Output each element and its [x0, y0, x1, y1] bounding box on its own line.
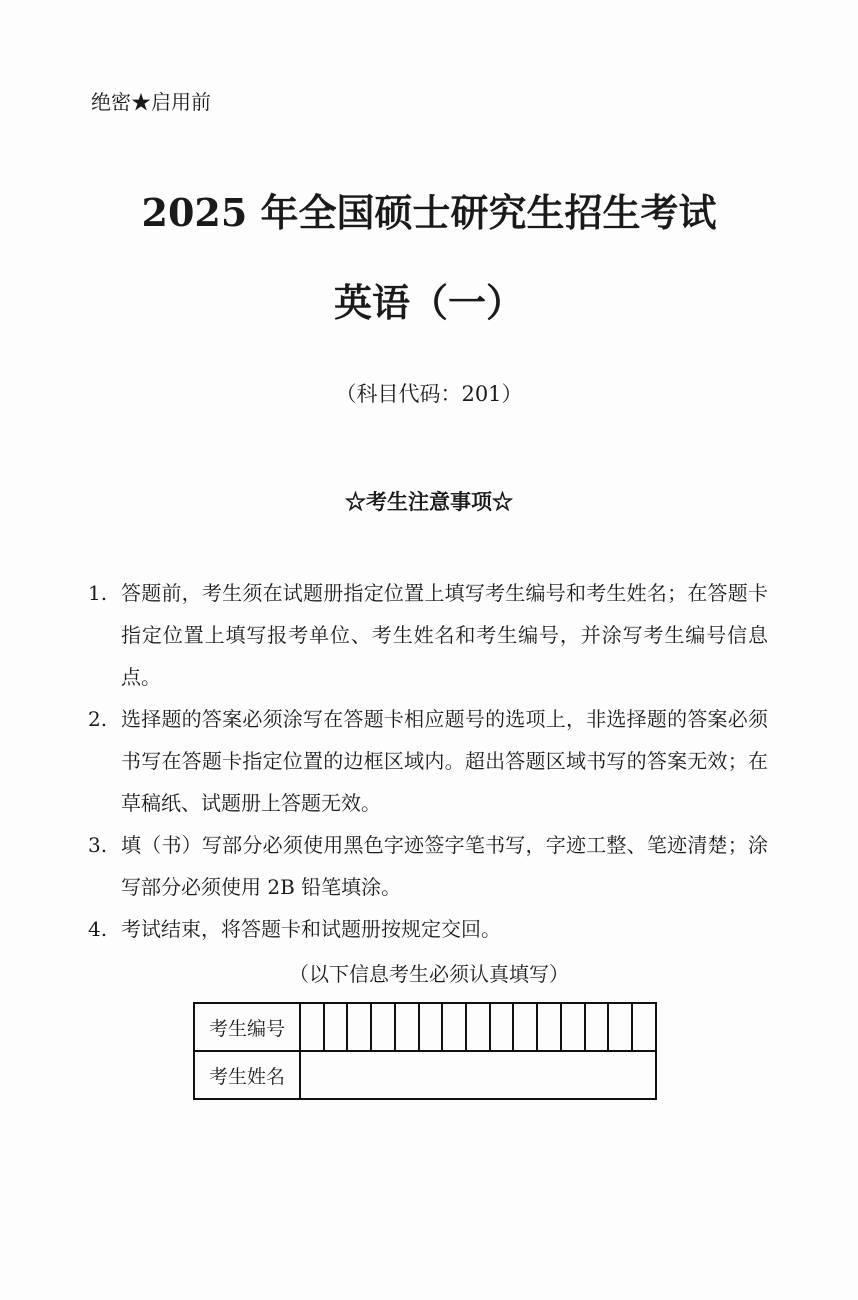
- candidate-id-box[interactable]: [585, 1003, 609, 1051]
- candidate-id-box[interactable]: [537, 1003, 561, 1051]
- candidate-id-box[interactable]: [300, 1003, 324, 1051]
- candidate-name-label: 考生姓名: [194, 1051, 300, 1099]
- instruction-item: [88, 698, 768, 824]
- fill-in-note: （以下信息考生必须认真填写）: [289, 962, 569, 986]
- candidate-id-box[interactable]: [513, 1003, 537, 1051]
- instruction-number: 4.: [88, 917, 108, 941]
- candidate-id-box[interactable]: [608, 1003, 632, 1051]
- candidate-id-row: [194, 1003, 656, 1051]
- instruction-number: 3.: [88, 833, 108, 857]
- notice-heading: ☆考生注意事项☆: [345, 489, 513, 514]
- subject-code: （科目代码：201）: [335, 382, 523, 406]
- candidate-name-field[interactable]: [300, 1051, 656, 1099]
- instruction-item: [88, 908, 768, 950]
- classification-mark: 绝密★启用前: [91, 90, 211, 114]
- candidate-id-box[interactable]: [324, 1003, 348, 1051]
- instruction-text: 填（书）写部分必须使用黑色字迹签字笔书写，字迹工整、笔迹清楚；涂写部分必须使用 2B 铅笔填涂。: [121, 833, 768, 899]
- instruction-item: [88, 824, 768, 908]
- candidate-id-box[interactable]: [561, 1003, 585, 1051]
- candidate-info-table: [193, 1002, 657, 1100]
- instruction-number: 2.: [88, 707, 108, 731]
- candidate-id-box[interactable]: [466, 1003, 490, 1051]
- instruction-text: 答题前，考生须在试题册指定位置上填写考生编号和考生姓名；在答题卡指定位置上填写报考单位、考生姓名和考生编号，并涂写考生编号信息点。: [121, 581, 768, 689]
- instruction-item: [88, 572, 768, 698]
- candidate-id-box[interactable]: [632, 1003, 656, 1051]
- candidate-id-label: 考生编号: [194, 1003, 300, 1051]
- instruction-text: 选择题的答案必须涂写在答题卡相应题号的选项上，非选择题的答案必须书写在答题卡指定位置的边框区域内。超出答题区域书写的答案无效；在草稿纸、试题册上答题无效。: [121, 707, 768, 815]
- instruction-number: 1.: [88, 581, 108, 605]
- candidate-id-box[interactable]: [419, 1003, 443, 1051]
- candidate-id-box[interactable]: [347, 1003, 371, 1051]
- instructions-list: [88, 572, 768, 950]
- candidate-id-box[interactable]: [490, 1003, 514, 1051]
- exam-title: 2025 年全国硕士研究生招生考试: [141, 190, 717, 235]
- candidate-id-box[interactable]: [371, 1003, 395, 1051]
- instruction-text: 考试结束，将答题卡和试题册按规定交回。: [121, 917, 501, 941]
- exam-subject: 英语（一）: [333, 280, 524, 325]
- candidate-id-box[interactable]: [395, 1003, 419, 1051]
- candidate-id-box[interactable]: [442, 1003, 466, 1051]
- candidate-name-row: [194, 1051, 656, 1099]
